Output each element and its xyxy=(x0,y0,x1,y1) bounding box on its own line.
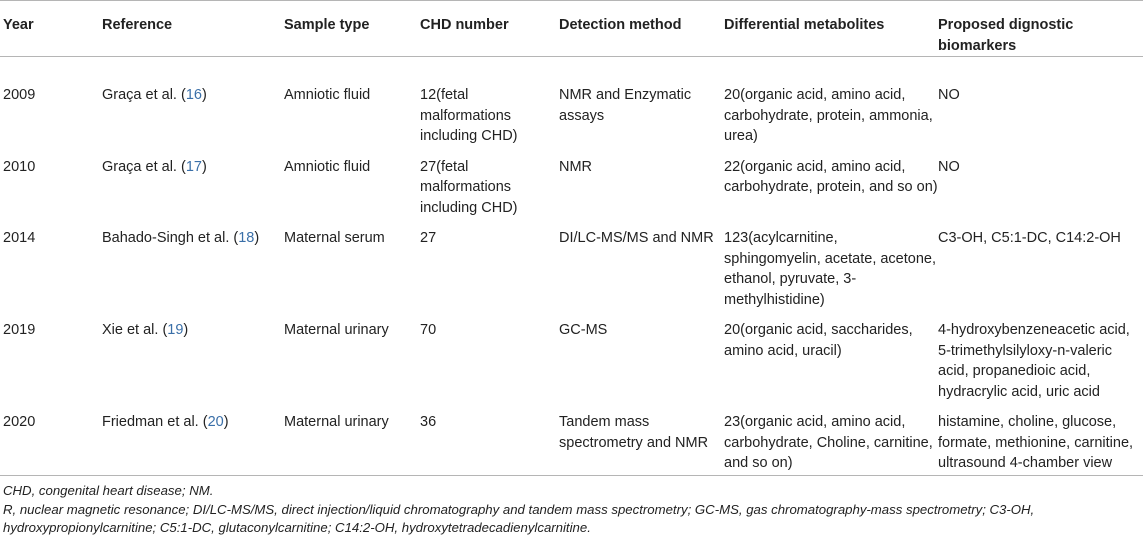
cell-chd-number: 12(fetal malformations including CHD) xyxy=(420,87,518,144)
reference-text: Graça et al. ( xyxy=(102,87,186,103)
cell-detection-method: DI/LC-MS/MS and NMR xyxy=(559,230,714,246)
cell-year: 2020 xyxy=(0,402,102,475)
reference-link[interactable]: 18 xyxy=(238,230,255,246)
cell-sample-type: Maternal urinary xyxy=(284,322,389,338)
cell-sample-type: Amniotic fluid xyxy=(284,158,371,175)
reference-close: ) xyxy=(254,230,260,246)
cell-reference xyxy=(102,310,284,402)
table-row xyxy=(0,147,1143,219)
reference-close: ) xyxy=(183,322,189,338)
table-row xyxy=(0,402,1143,475)
reference-text: Xie et al. ( xyxy=(102,322,168,338)
cell-metabolites: 23(organic acid, amino acid, carbohydrate, Choline, carnitine, and so on) xyxy=(724,402,938,475)
header-row xyxy=(0,1,1143,57)
cell-sample-type: Maternal urinary xyxy=(284,402,420,475)
reference-text: Friedman et al. ( xyxy=(102,414,208,430)
cell-reference xyxy=(102,402,284,475)
cell-year: 2009 xyxy=(3,87,36,103)
cell-sample-type: Amniotic fluid xyxy=(284,87,371,103)
cell-sample-type: Maternal serum xyxy=(284,230,385,246)
cell-metabolites: 22(organic acid, amino acid, carbohydrate, protein, and so on) xyxy=(724,158,938,195)
cell-reference xyxy=(102,218,284,310)
footnote-line: R, nuclear magnetic resonance; DI/LC-MS/MS, direct injection/liquid chromatography and tandem mass spectrometry; GC-MS, gas chromatography-mass spectrometry; C3-OH, hydroxypropionylcarnitine; C5:1-DC, glutaconylcarnitine; C14:2-OH, hydroxytetradecadienylcarnitine. xyxy=(3,501,1035,535)
table-row xyxy=(0,310,1143,402)
header-detection-method: Detection method xyxy=(559,1,724,57)
reference-text: Bahado-Singh et al. ( xyxy=(102,230,239,246)
reference-link[interactable]: 20 xyxy=(207,414,224,430)
reference-text: Graça et al. ( xyxy=(102,158,186,175)
cell-chd-number: 70 xyxy=(420,322,437,338)
footnote-line: CHD, congenital heart disease; NM. xyxy=(3,483,214,498)
table-footnotes xyxy=(3,482,1141,538)
cell-reference xyxy=(102,147,284,219)
reference-link[interactable]: 16 xyxy=(185,87,202,103)
cell-chd-number: 36 xyxy=(420,402,559,475)
header-reference: Reference xyxy=(102,1,284,57)
cell-biomarkers: NO xyxy=(938,87,960,103)
cell-year: 2019 xyxy=(3,322,36,338)
cell-biomarkers: 4-hydroxybenzeneacetic acid, 5-trimethylsilyloxy-n-valeric acid, propanedioic acid, hydracrylic acid, uric acid xyxy=(938,322,1130,400)
cell-detection-method: NMR and Enzymatic assays xyxy=(559,87,692,124)
header-proposed-biomarkers: Proposed dignostic biomarkers xyxy=(938,1,1143,57)
reference-link[interactable]: 17 xyxy=(185,158,202,175)
cell-biomarkers: histamine, choline, glucose, formate, methionine, carnitine, ultrasound 4-chamber view xyxy=(938,402,1143,475)
cell-chd-number: 27 xyxy=(420,230,437,246)
cell-detection-method: Tandem mass spectrometry and NMR xyxy=(559,402,724,475)
cell-biomarkers: NO xyxy=(938,158,960,175)
cell-metabolites: 20(organic acid, saccharides, amino acid, uracil) xyxy=(724,322,913,359)
reference-close: ) xyxy=(201,158,207,175)
table-row xyxy=(0,218,1143,310)
header-differential-metabolites: Differential metabolites xyxy=(724,1,938,57)
cell-detection-method: NMR xyxy=(559,158,593,175)
cell-year: 2010 xyxy=(3,158,36,175)
cell-metabolites: 123(acylcarnitine, sphingomyelin, acetate, acetone, ethanol, pyruvate, 3-methylhistidine) xyxy=(724,230,936,308)
cell-biomarkers: C3-OH, C5:1-DC, C14:2-OH xyxy=(938,230,1121,246)
cell-reference xyxy=(102,57,284,147)
cell-metabolites: 20(organic acid, amino acid, carbohydrate, protein, ammonia, urea) xyxy=(724,87,933,144)
cell-detection-method: GC-MS xyxy=(559,322,608,338)
reference-close: ) xyxy=(201,87,207,103)
header-chd-number: CHD number xyxy=(420,1,559,57)
header-year: Year xyxy=(0,1,102,57)
header-sample-type: Sample type xyxy=(284,1,420,57)
reference-close: ) xyxy=(223,414,229,430)
cell-chd-number: 27(fetal malformations including CHD) xyxy=(420,158,518,216)
reference-link[interactable]: 19 xyxy=(167,322,184,338)
cell-year: 2014 xyxy=(3,230,36,246)
table-row xyxy=(0,57,1143,147)
